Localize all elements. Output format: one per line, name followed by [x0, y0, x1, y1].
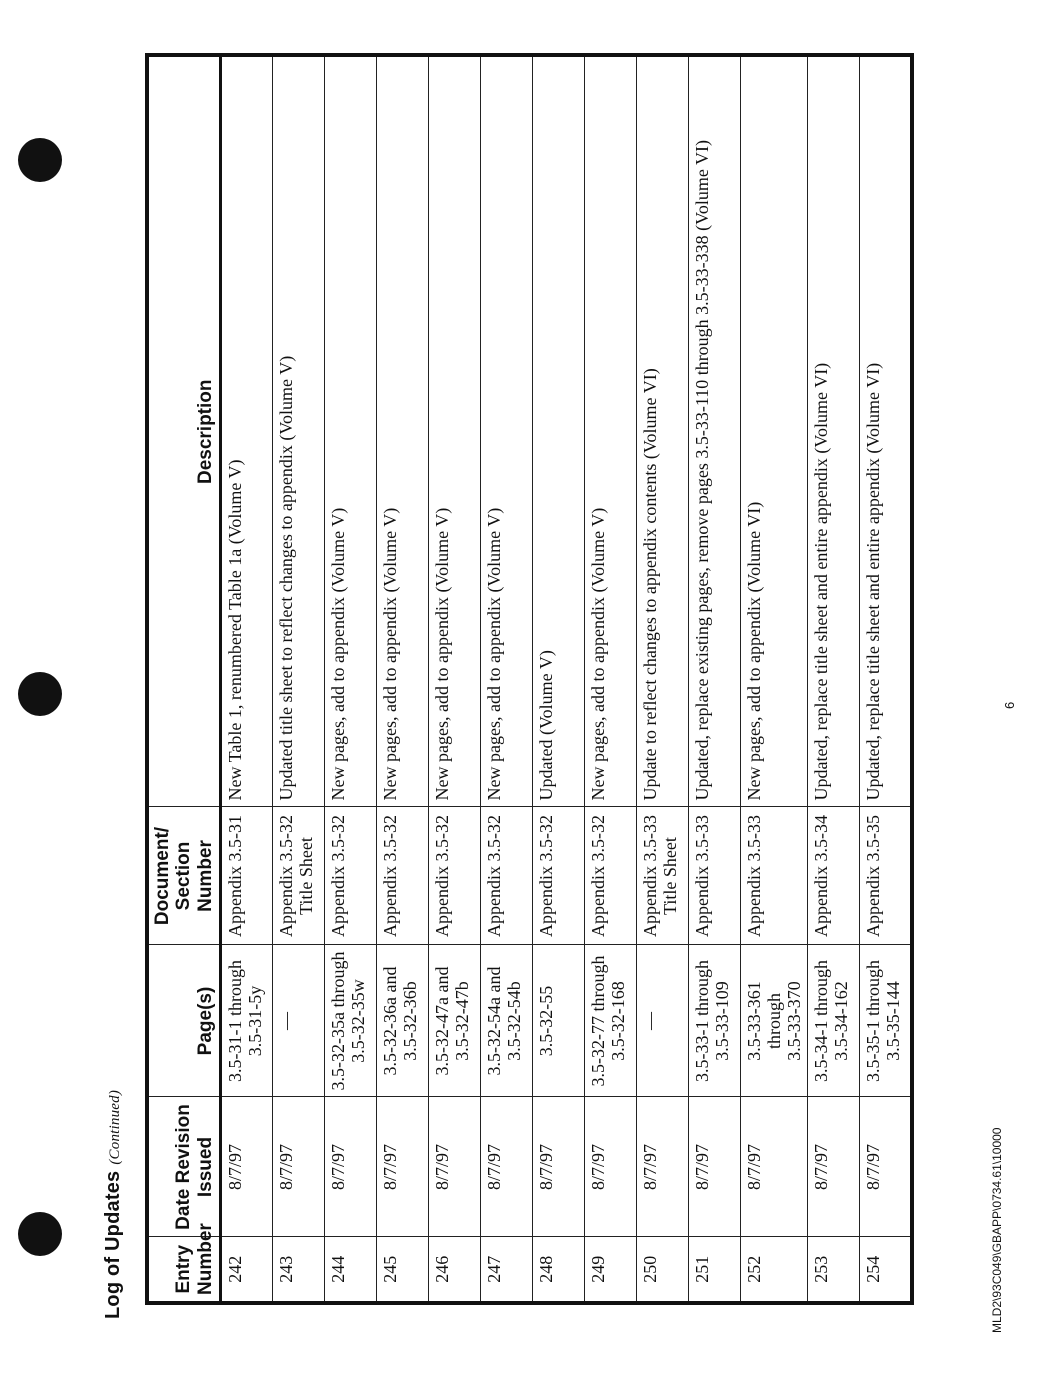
page-title-continued: (Continued): [107, 1089, 123, 1165]
cell-pages: —: [636, 945, 688, 1097]
cell-document: Appendix 3.5-32: [480, 807, 532, 945]
cell-document: Appendix 3.5-32: [584, 807, 636, 945]
cell-entry-number: 245: [376, 1237, 428, 1303]
cell-date: 8/7/97: [480, 1097, 532, 1237]
cell-document: Appendix 3.5-33: [688, 807, 740, 945]
cell-document: Appendix 3.5-32: [532, 807, 584, 945]
cell-document: Appendix 3.5-32: [376, 807, 428, 945]
cell-pages: 3.5-32-36a and 3.5-32-36b: [376, 945, 428, 1097]
cell-date: 8/7/97: [808, 1097, 860, 1237]
cell-description: Updated, replace title sheet and entire appendix (Volume VI): [808, 55, 860, 807]
table-row: [584, 55, 636, 1303]
cell-description: New pages, add to appendix (Volume V): [324, 55, 376, 807]
cell-entry-number: 242: [220, 1237, 272, 1303]
cell-pages: 3.5-34-1 through 3.5-34-162: [808, 945, 860, 1097]
table-row: [272, 55, 324, 1303]
cell-date: 8/7/97: [272, 1097, 324, 1237]
cell-date: 8/7/97: [376, 1097, 428, 1237]
cell-date: 8/7/97: [636, 1097, 688, 1237]
table-row: [740, 55, 807, 1303]
cell-pages: 3.5-32-55: [532, 945, 584, 1097]
cell-document: Appendix 3.5-34: [808, 807, 860, 945]
table-row: [480, 55, 532, 1303]
cell-description: New pages, add to appendix (Volume V): [584, 55, 636, 807]
cell-entry-number: 253: [808, 1237, 860, 1303]
table-row: [808, 55, 860, 1303]
cell-entry-number: 254: [860, 1237, 912, 1303]
table-row: [860, 55, 912, 1303]
cell-pages: 3.5-32-35a through 3.5-32-35w: [324, 945, 376, 1097]
cell-entry-number: 247: [480, 1237, 532, 1303]
cell-description: Updated, replace existing pages, remove pages 3.5-33-110 through 3.5-33-338 (Volume VI): [688, 55, 740, 807]
cell-pages: —: [272, 945, 324, 1097]
header-pages: Page(s): [147, 945, 220, 1097]
table-row: [428, 55, 480, 1303]
cell-description: Updated (Volume V): [532, 55, 584, 807]
cell-date: 8/7/97: [532, 1097, 584, 1237]
cell-pages: 3.5-35-1 through 3.5-35-144: [860, 945, 912, 1097]
cell-document: Appendix 3.5-33: [740, 807, 807, 945]
cell-document: Appendix 3.5-32: [324, 807, 376, 945]
cell-description: Updated title sheet to reflect changes to appendix (Volume V): [272, 55, 324, 807]
cell-entry-number: 252: [740, 1237, 807, 1303]
cell-entry-number: 248: [532, 1237, 584, 1303]
table-row: [636, 55, 688, 1303]
cell-document: Appendix 3.5-32 Title Sheet: [272, 807, 324, 945]
cell-document: Appendix 3.5-33 Title Sheet: [636, 807, 688, 945]
cell-entry-number: 249: [584, 1237, 636, 1303]
cell-document: Appendix 3.5-35: [860, 807, 912, 945]
cell-description: New pages, add to appendix (Volume VI): [740, 55, 807, 807]
cell-entry-number: 251: [688, 1237, 740, 1303]
cell-date: 8/7/97: [688, 1097, 740, 1237]
cell-date: 8/7/97: [740, 1097, 807, 1237]
header-document-section-number: Document/ Section Number: [147, 807, 220, 945]
cell-pages: 3.5-33-361 through 3.5-33-370: [740, 945, 807, 1097]
cell-description: New pages, add to appendix (Volume V): [480, 55, 532, 807]
page-title: [102, 1090, 125, 1319]
header-entry-number: Entry Number: [147, 1237, 220, 1303]
table-header-row: [147, 55, 220, 1303]
page-number: 6: [1002, 701, 1017, 709]
cell-description: Update to reflect changes to appendix contents (Volume VI): [636, 55, 688, 807]
header-date-revision-issued: Date Revision Issued: [147, 1097, 220, 1237]
table-row: [532, 55, 584, 1303]
cell-pages: 3.5-32-47a and 3.5-32-47b: [428, 945, 480, 1097]
log-of-updates-table: [145, 53, 914, 1305]
cell-entry-number: 246: [428, 1237, 480, 1303]
cell-description: New Table 1, renumbered Table 1a (Volume V): [220, 55, 272, 807]
cell-pages: 3.5-32-54a and 3.5-32-54b: [480, 945, 532, 1097]
cell-document: Appendix 3.5-31: [220, 807, 272, 945]
cell-description: New pages, add to appendix (Volume V): [376, 55, 428, 807]
cell-description: Updated, replace title sheet and entire appendix (Volume VI): [860, 55, 912, 807]
header-description: Description: [147, 55, 220, 807]
cell-date: 8/7/97: [860, 1097, 912, 1237]
table-row: [376, 55, 428, 1303]
table-row: [688, 55, 740, 1303]
cell-description: New pages, add to appendix (Volume V): [428, 55, 480, 807]
table-row: [324, 55, 376, 1303]
cell-entry-number: 250: [636, 1237, 688, 1303]
cell-entry-number: 244: [324, 1237, 376, 1303]
cell-date: 8/7/97: [220, 1097, 272, 1237]
cell-entry-number: 243: [272, 1237, 324, 1303]
cell-document: Appendix 3.5-32: [428, 807, 480, 945]
cell-date: 8/7/97: [428, 1097, 480, 1237]
footer-document-code: MLD2\93C049\GBAPP\0734.61\10000: [990, 1127, 1004, 1333]
cell-pages: 3.5-33-1 through 3.5-33-109: [688, 945, 740, 1097]
cell-date: 8/7/97: [324, 1097, 376, 1237]
cell-date: 8/7/97: [584, 1097, 636, 1237]
cell-pages: 3.5-31-1 through 3.5-31-5y: [220, 945, 272, 1097]
cell-pages: 3.5-32-77 through 3.5-32-168: [584, 945, 636, 1097]
table-row: [220, 55, 272, 1303]
page-title-text: Log of Updates: [102, 1170, 124, 1319]
